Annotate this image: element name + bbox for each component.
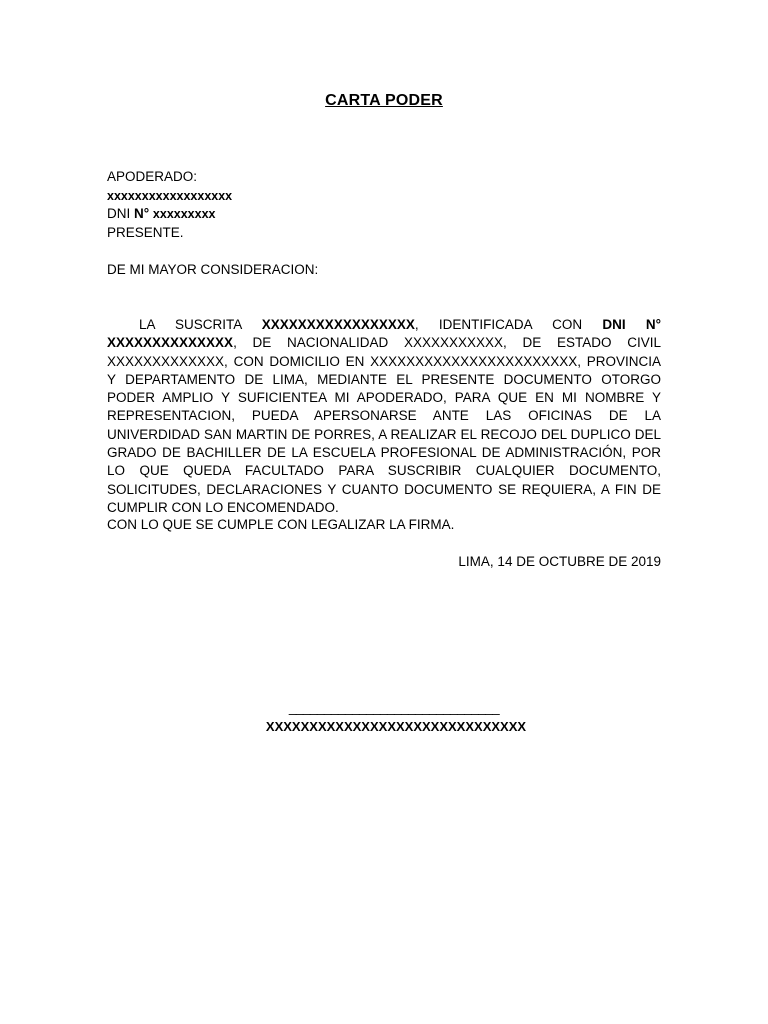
- greeting: DE MI MAYOR CONSIDERACION:: [107, 262, 319, 277]
- signature-line: ______________________________: [288, 700, 500, 715]
- addressee-dni: [107, 205, 661, 224]
- dni-value: xxxxxxxxx: [152, 207, 216, 221]
- document-date: LIMA, 14 DE OCTUBRE DE 2019: [458, 554, 661, 569]
- addressee-block: [107, 168, 661, 242]
- addressee-name: xxxxxxxxxxxxxxxxxx: [107, 188, 233, 203]
- addressee-present: PRESENTE.: [107, 224, 184, 240]
- body-grantor-name: XXXXXXXXXXXXXXXXX: [261, 317, 415, 332]
- addressee-label: APODERADO:: [107, 169, 198, 184]
- closing-line: CON LO QUE SE CUMPLE CON LEGALIZAR LA FIRMA.: [107, 517, 455, 532]
- body-text-2: , IDENTIFICADA CON: [414, 317, 603, 332]
- body-grantor-dni: DNI N° XXXXXXXXXXXXXX: [107, 317, 662, 351]
- dni-label: N°: [134, 206, 150, 221]
- body-text-1: LA SUSCRITA: [139, 317, 262, 332]
- body-paragraph: [107, 316, 661, 517]
- signature-name: XXXXXXXXXXXXXXXXXXXXXXXXXXXXXX: [265, 719, 527, 734]
- document-title: CARTA PODER: [325, 92, 443, 109]
- body-text-3: , DE NACIONALIDAD XXXXXXXXXXX, DE ESTADO CIVIL XXXXXXXXXXXXX, CON DOMICILIO EN XXXXXXXXXXXXXXXXXXXXXXX, PROVINCIA Y DEPARTAMENTO DE LIMA, MEDIANTE EL PRESENTE DOCUMENTO OTORGO PODER AMPLIO Y SUFICIENTEA MI APODERADO, PARA QUE EN MI NOMBRE Y REPRESENTACION, PUEDA APERSONARSE ANTE LAS OFICINAS DE LA UNIVERDIDAD SAN MARTIN DE PORRES, A REALIZAR EL RECOJO DEL DUPLICO DEL GRADO DE BACHILLER DE LA ESCUELA PROFESIONAL DE ADMINISTRACIÓN, POR LO QUE QUEDA FACULTADO PARA SUSCRIBIR CUALQUIER DOCUMENTO, SOLICITUDES, DECLARACIONES Y CUANTO DOCUMENTO SE REQUIERA, A FIN DE CUMPLIR CON LO ENCOMENDADO.: [107, 335, 661, 515]
- dni-prefix: DNI: [107, 206, 134, 221]
